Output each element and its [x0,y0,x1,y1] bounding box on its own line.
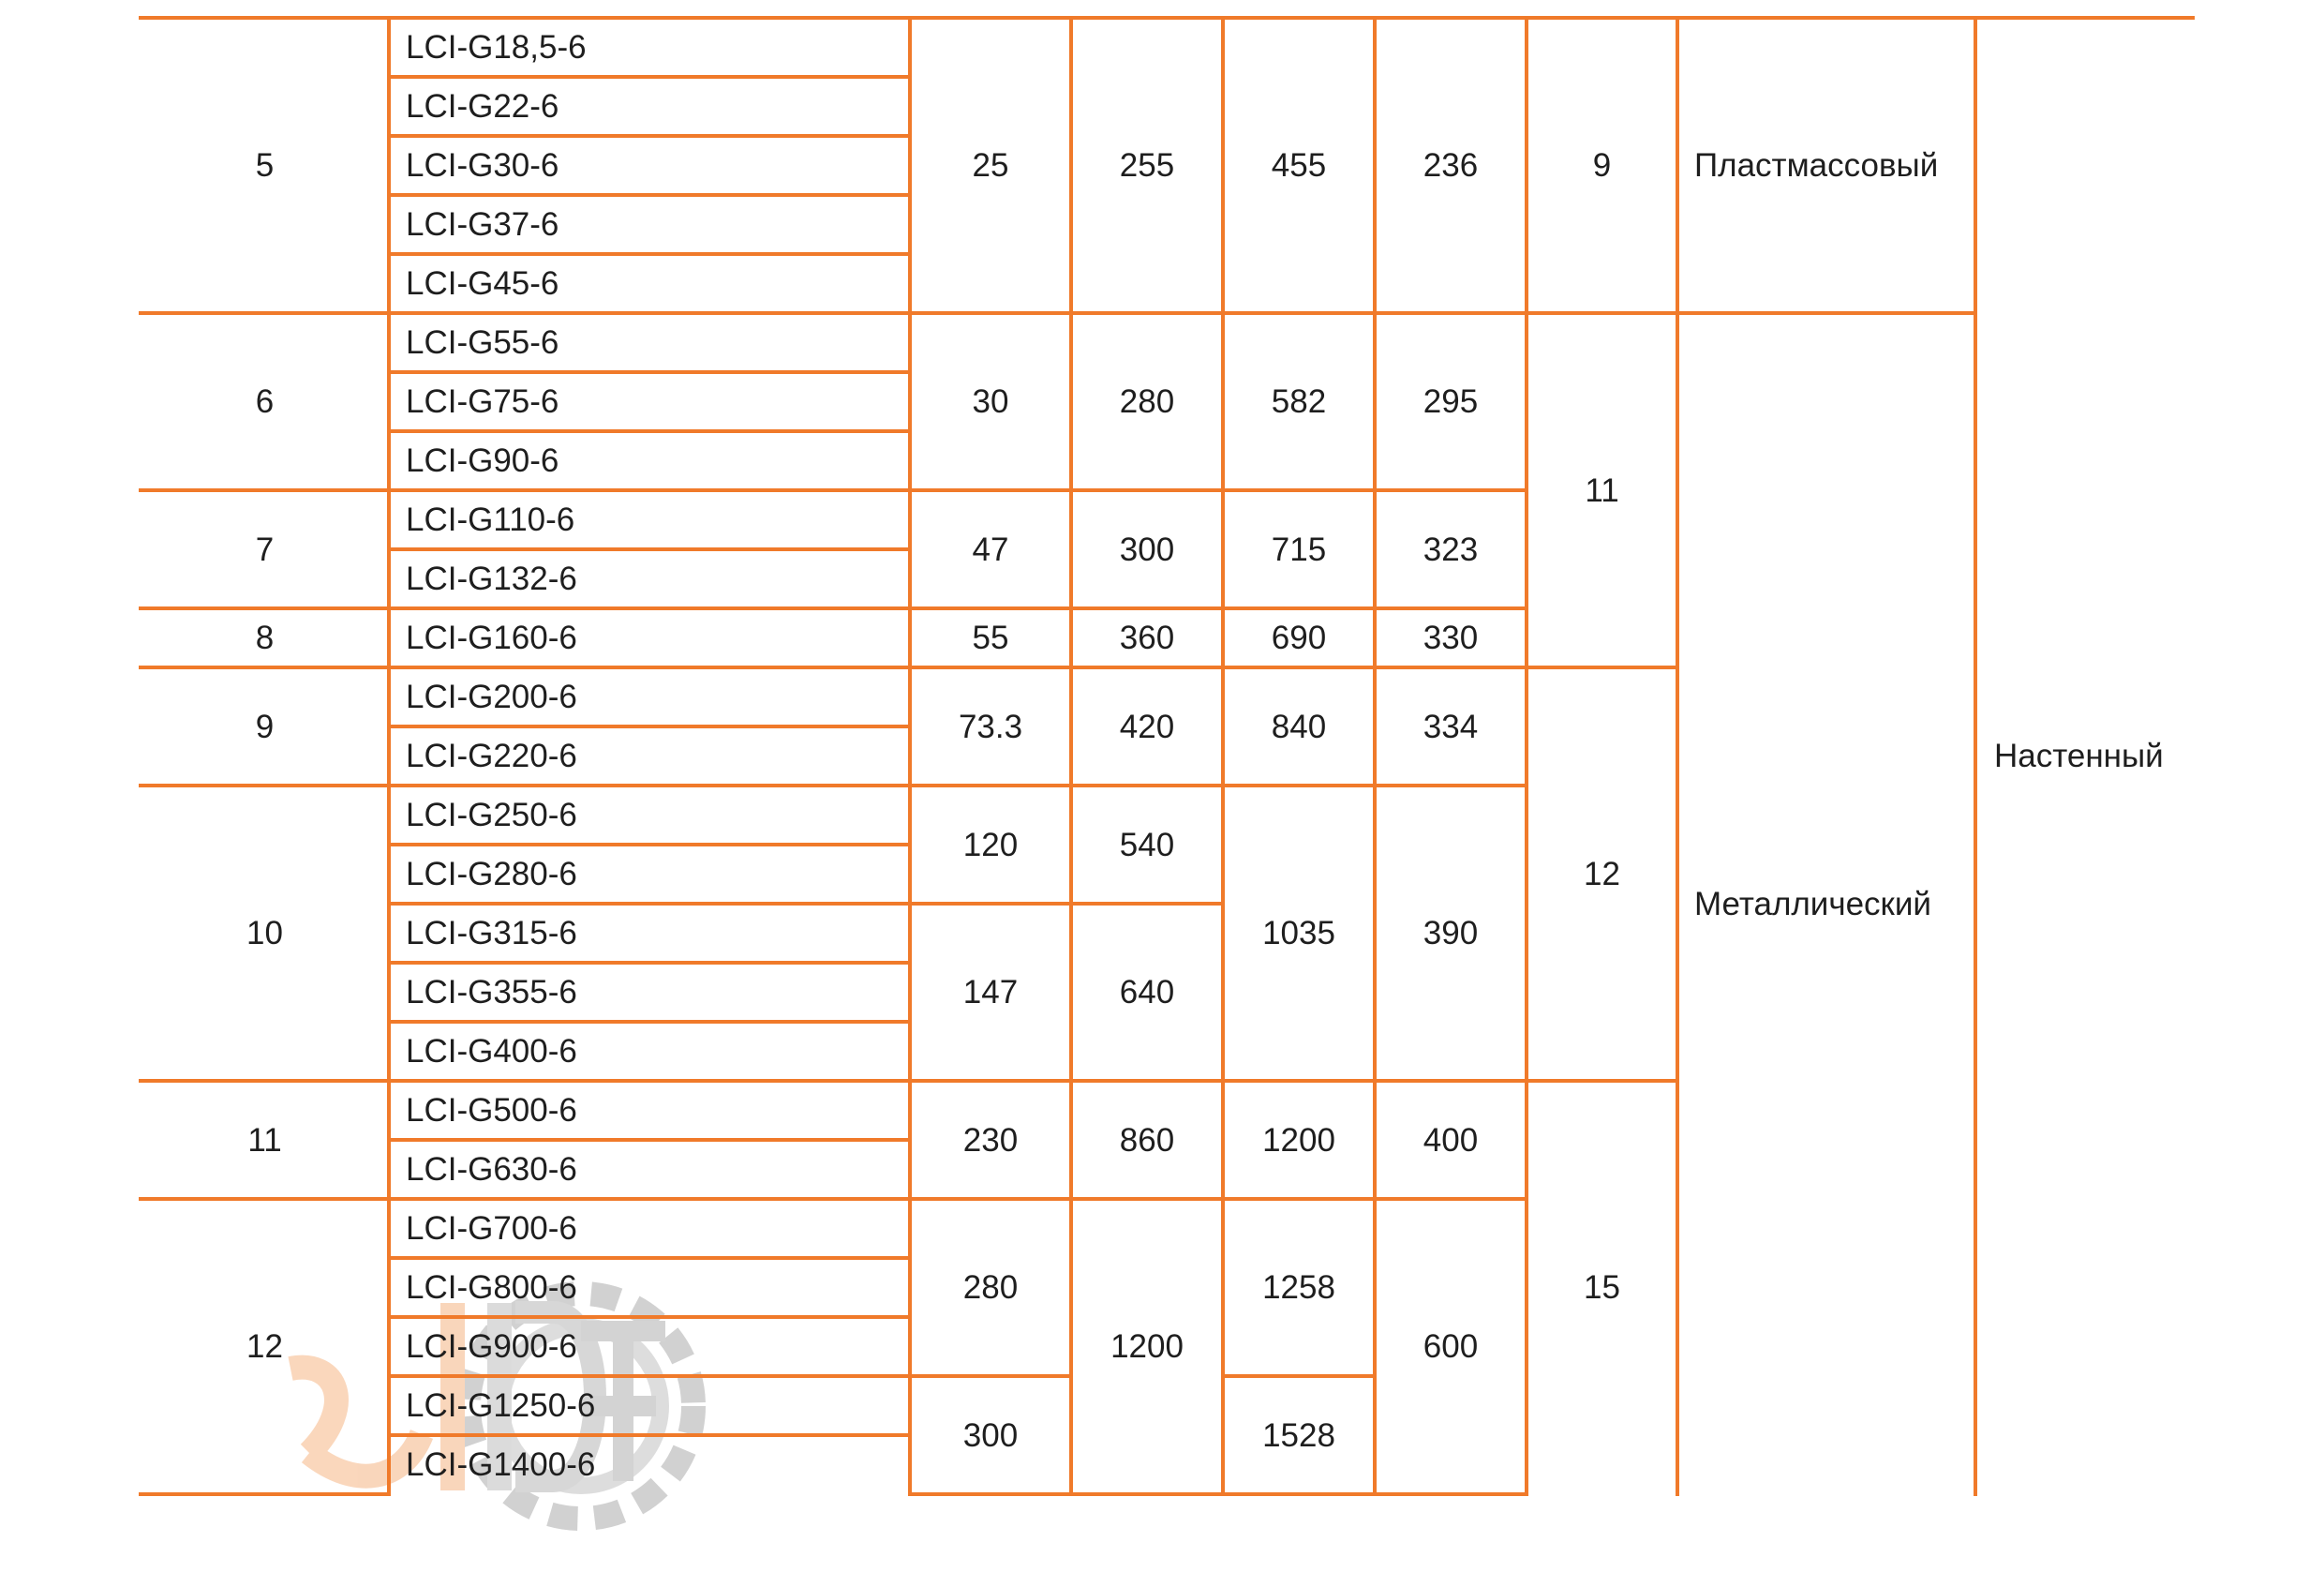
height-cell: 840 [1223,667,1375,786]
weight-cell: 55 [910,608,1071,667]
size-cell: 10 [141,786,389,1081]
keypad-code-cell: 11 [1527,313,1677,667]
keypad-code-cell: 9 [1527,18,1677,313]
width-cell: 300 [1071,490,1223,608]
model-cell: LCI-G220-6 [389,726,910,786]
weight-cell: 120 [910,786,1071,904]
depth-cell: 400 [1375,1081,1527,1199]
size-cell: 11 [141,1081,389,1199]
weight-cell: 230 [910,1081,1071,1199]
depth-cell: 323 [1375,490,1527,608]
model-cell: LCI-G250-6 [389,786,910,845]
height-cell: 1200 [1223,1081,1375,1199]
model-cell: LCI-G22-6 [389,77,910,136]
model-cell: LCI-G110-6 [389,490,910,549]
model-cell: LCI-G160-6 [389,608,910,667]
width-cell: 360 [1071,608,1223,667]
keypad-code-cell: 12 [1527,667,1677,1081]
width-cell: 420 [1071,667,1223,786]
height-cell: 1258 [1223,1199,1375,1376]
width-cell: 1200 [1071,1199,1223,1494]
model-cell: LCI-G45-6 [389,254,910,313]
size-cell: 7 [141,490,389,608]
weight-cell: 47 [910,490,1071,608]
model-cell: LCI-G355-6 [389,963,910,1022]
model-cell: LCI-G18,5-6 [389,18,910,77]
height-cell: 1528 [1223,1376,1375,1494]
size-cell: 12 [141,1199,389,1494]
depth-cell: 334 [1375,667,1527,786]
specs-table [139,16,2195,1496]
model-cell: LCI-G280-6 [389,845,910,904]
model-cell: LCI-G37-6 [389,195,910,254]
model-cell: LCI-G315-6 [389,904,910,963]
model-cell: LCI-G900-6 [389,1317,910,1376]
weight-cell: 280 [910,1199,1071,1376]
model-cell: LCI-G30-6 [389,136,910,195]
depth-cell: 390 [1375,786,1527,1081]
model-cell: LCI-G500-6 [389,1081,910,1140]
model-cell: LCI-G75-6 [389,372,910,431]
size-cell: 9 [141,667,389,786]
height-cell: 690 [1223,608,1375,667]
weight-cell: 25 [910,18,1071,313]
depth-cell: 295 [1375,313,1527,490]
width-cell: 280 [1071,313,1223,490]
depth-cell: 330 [1375,608,1527,667]
height-cell: 715 [1223,490,1375,608]
housing-cell-metal: Металлический [1677,313,1975,1494]
weight-cell: 147 [910,904,1071,1081]
depth-cell: 236 [1375,18,1527,313]
model-cell: LCI-G1250-6 [389,1376,910,1435]
model-cell: LCI-G132-6 [389,549,910,608]
width-cell: 860 [1071,1081,1223,1199]
height-cell: 582 [1223,313,1375,490]
mounting-cell: Настенный [1975,18,2193,1494]
size-cell: 6 [141,313,389,490]
width-cell: 540 [1071,786,1223,904]
model-cell: LCI-G630-6 [389,1140,910,1199]
width-cell: 640 [1071,904,1223,1081]
height-cell: 1035 [1223,786,1375,1081]
model-cell: LCI-G90-6 [389,431,910,490]
depth-cell: 600 [1375,1199,1527,1494]
size-cell: 8 [141,608,389,667]
model-cell: LCI-G200-6 [389,667,910,726]
weight-cell: 73.3 [910,667,1071,786]
weight-cell: 30 [910,313,1071,490]
size-cell: 5 [141,18,389,313]
weight-cell: 300 [910,1376,1071,1494]
height-cell: 455 [1223,18,1375,313]
model-cell: LCI-G800-6 [389,1258,910,1317]
housing-cell-plastic: Пластмассовый [1677,18,1975,313]
model-cell: LCI-G55-6 [389,313,910,372]
table-row [141,313,2193,372]
model-cell: LCI-G400-6 [389,1022,910,1081]
width-cell: 255 [1071,18,1223,313]
model-cell: LCI-G700-6 [389,1199,910,1258]
model-cell: LCI-G1400-6 [389,1435,910,1494]
table-row [141,18,2193,77]
keypad-code-cell: 15 [1527,1081,1677,1494]
